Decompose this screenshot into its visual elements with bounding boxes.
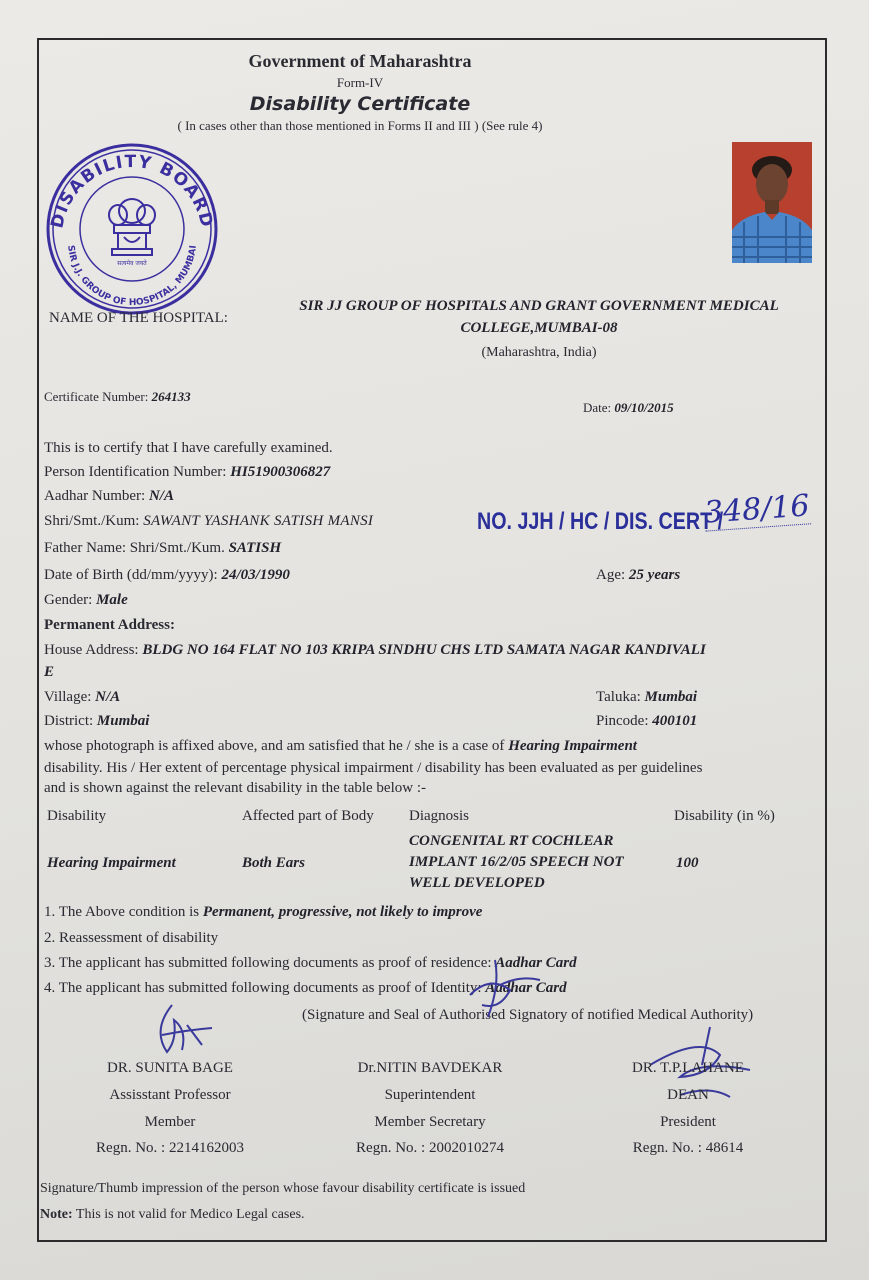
table-cell-percent: 100	[676, 855, 699, 871]
house-address-value: BLDG NO 164 FLAT NO 103 KRIPA SINDHU CHS LTD SAMATA NAGAR KANDIVALI	[142, 642, 706, 658]
pin-label: Person Identification Number:	[44, 464, 227, 480]
father-value: SATISH	[228, 540, 282, 556]
dis-cert-handwritten-number: 348/16	[702, 488, 811, 531]
note-4-label: 4. The applicant has submitted following documents as proof of Identity:	[44, 980, 482, 996]
table-cell-body-part: Both Ears	[242, 855, 305, 871]
pin-value: HI51900306827	[230, 464, 331, 480]
note-3-label: 3. The applicant has submitted following documents as proof of residence:	[44, 955, 492, 971]
applicant-photo	[732, 142, 812, 263]
thumb-impression-line: Signature/Thumb impression of the person whose favour disability certificate is issued	[40, 1181, 526, 1196]
table-cell-disability: Hearing Impairment	[47, 855, 176, 871]
dob-row	[44, 567, 290, 584]
dob-label: Date of Birth (dd/mm/yyyy):	[44, 567, 218, 583]
person-photo-icon	[732, 142, 812, 263]
district-value: Mumbai	[96, 713, 150, 729]
signatory-1-regn: Regn. No. : 2214162003	[96, 1140, 244, 1156]
note-3-value: Aadhar Card	[495, 955, 577, 971]
aadhar-value: N/A	[148, 488, 174, 504]
signatory-3-title: DEAN	[667, 1087, 709, 1103]
pincode-label: Pincode:	[596, 713, 649, 729]
house-address-line2: E	[44, 664, 55, 680]
signature-bavdekar-icon	[440, 955, 560, 1025]
signature-bage-icon	[142, 1000, 222, 1060]
certificate-title: Disability Certificate	[249, 93, 471, 115]
signatory-caption: (Signature and Seal of Authorised Signatory of notified Medical Authority)	[302, 1007, 754, 1023]
taluka-label: Taluka:	[596, 689, 641, 705]
name-value: SAWANT YASHANK SATISH MANSI	[143, 513, 374, 529]
signatory-2-role: Member Secretary	[374, 1114, 486, 1130]
district-label: District:	[44, 713, 94, 729]
medico-legal-note	[40, 1207, 305, 1223]
table-header-diagnosis: Diagnosis	[409, 808, 469, 824]
hospital-label: NAME OF THE HOSPITAL:	[49, 310, 228, 326]
house-address-label: House Address:	[44, 642, 139, 658]
signatory-3-regn: Regn. No. : 48614	[632, 1140, 744, 1156]
intro-text: This is to certify that I have carefully examined.	[44, 440, 333, 456]
name-label: Shri/Smt./Kum:	[44, 513, 140, 529]
age-row	[596, 567, 680, 584]
note-label: Note:	[40, 1207, 73, 1222]
pin-row	[44, 464, 330, 481]
note-1-value: Permanent, progressive, not likely to improve	[202, 904, 483, 920]
aadhar-row	[44, 488, 174, 505]
certificate-number-label: Certificate Number:	[44, 389, 149, 404]
gender-row	[44, 592, 128, 609]
taluka-value: Mumbai	[644, 689, 698, 705]
district-row	[44, 713, 149, 730]
taluka-row	[596, 689, 697, 706]
gender-label: Gender:	[44, 592, 93, 608]
aadhar-label: Aadhar Number:	[44, 488, 146, 504]
table-cell-diagnosis-line2: IMPLANT 16/2/05 SPEECH NOT	[409, 854, 624, 870]
certificate-subtitle: ( In cases other than those mentioned in Forms II and III ) (See rule 4)	[177, 118, 543, 133]
government-heading: Government of Maharashtra	[248, 51, 472, 71]
certificate-date	[583, 400, 674, 416]
note-1-label: 1. The Above condition is	[44, 904, 200, 920]
father-label: Father Name: Shri/Smt./Kum.	[44, 540, 225, 556]
signatory-2-regn: Regn. No. : 2002010274	[356, 1140, 504, 1156]
svg-text:DISABILITY BOARD: DISABILITY BOARD	[47, 151, 217, 231]
signatory-2-title: Superintendent	[384, 1087, 476, 1103]
signatory-3-role: President	[660, 1114, 716, 1130]
signatory-1-name: DR. SUNITA BAGE	[107, 1060, 233, 1076]
village-value: N/A	[95, 689, 121, 705]
certificate-number-value: 264133	[151, 389, 191, 404]
table-header-percent: Disability (in %)	[674, 808, 775, 824]
address-heading: Permanent Address:	[44, 617, 175, 633]
dis-cert-stamp	[477, 508, 723, 536]
signatory-1-role: Member	[144, 1114, 196, 1130]
note-2: 2. Reassessment of disability	[44, 930, 219, 946]
svg-text:सत्यमेव जयते: सत्यमेव जयते	[117, 260, 147, 267]
hospital-name-line1: SIR JJ GROUP OF HOSPITALS AND GRANT GOVERNMENT MEDICAL	[299, 298, 779, 314]
hospital-location: (Maharashtra, India)	[481, 345, 597, 360]
name-row	[44, 513, 373, 530]
certificate-date-label: Date:	[583, 400, 612, 415]
age-value: 25 years	[628, 567, 681, 583]
village-row	[44, 689, 120, 706]
table-cell-diagnosis-line1: CONGENITAL RT COCHLEAR	[409, 833, 614, 849]
table-cell-diagnosis-line3: WELL DEVELOPED	[409, 875, 545, 891]
note-1	[44, 904, 482, 921]
table-header-disability: Disability	[47, 808, 107, 824]
statement-line1	[44, 738, 637, 755]
house-address-row	[44, 642, 706, 659]
pincode-value: 400101	[652, 713, 698, 729]
svg-text:SIR J.J. GROUP OF HOSPITAL, MU: SIR J.J. GROUP OF HOSPITAL, MUMBAI	[65, 244, 199, 309]
gender-value: Male	[96, 592, 128, 608]
statement-line1-text: whose photograph is affixed above, and am satisfied that he / she is a case of	[44, 738, 505, 754]
statement-line2: disability. His / Her extent of percentage physical impairment / disability has been evaluated as per guidelines	[44, 760, 703, 776]
note-text: This is not valid for Medico Legal cases.	[75, 1207, 305, 1222]
statement-disability-type: Hearing Impairment	[508, 738, 637, 754]
signatory-2-name: Dr.NITIN BAVDEKAR	[357, 1060, 503, 1076]
signatory-3-name: DR. T.P.LAHANE	[632, 1060, 744, 1076]
pincode-row	[596, 713, 697, 730]
dis-cert-stamp-text: NO. JJH / HC / DIS. CERT /	[477, 508, 724, 535]
village-label: Village:	[44, 689, 92, 705]
table-header-body-part: Affected part of Body	[242, 808, 374, 824]
certificate-number	[44, 389, 191, 405]
father-row	[44, 540, 281, 557]
seal-ring-text	[44, 141, 220, 317]
dob-value: 24/03/1990	[221, 567, 290, 583]
statement-line3: and is shown against the relevant disability in the table below :-	[44, 780, 426, 796]
form-number: Form-IV	[336, 75, 384, 90]
age-label: Age:	[596, 567, 626, 583]
note-4-value: Aadhar Card	[485, 980, 567, 996]
hospital-name-line2: COLLEGE,MUMBAI-08	[460, 320, 618, 336]
signatory-1-title: Assisstant Professor	[109, 1087, 231, 1103]
certificate-date-value: 09/10/2015	[614, 400, 674, 415]
